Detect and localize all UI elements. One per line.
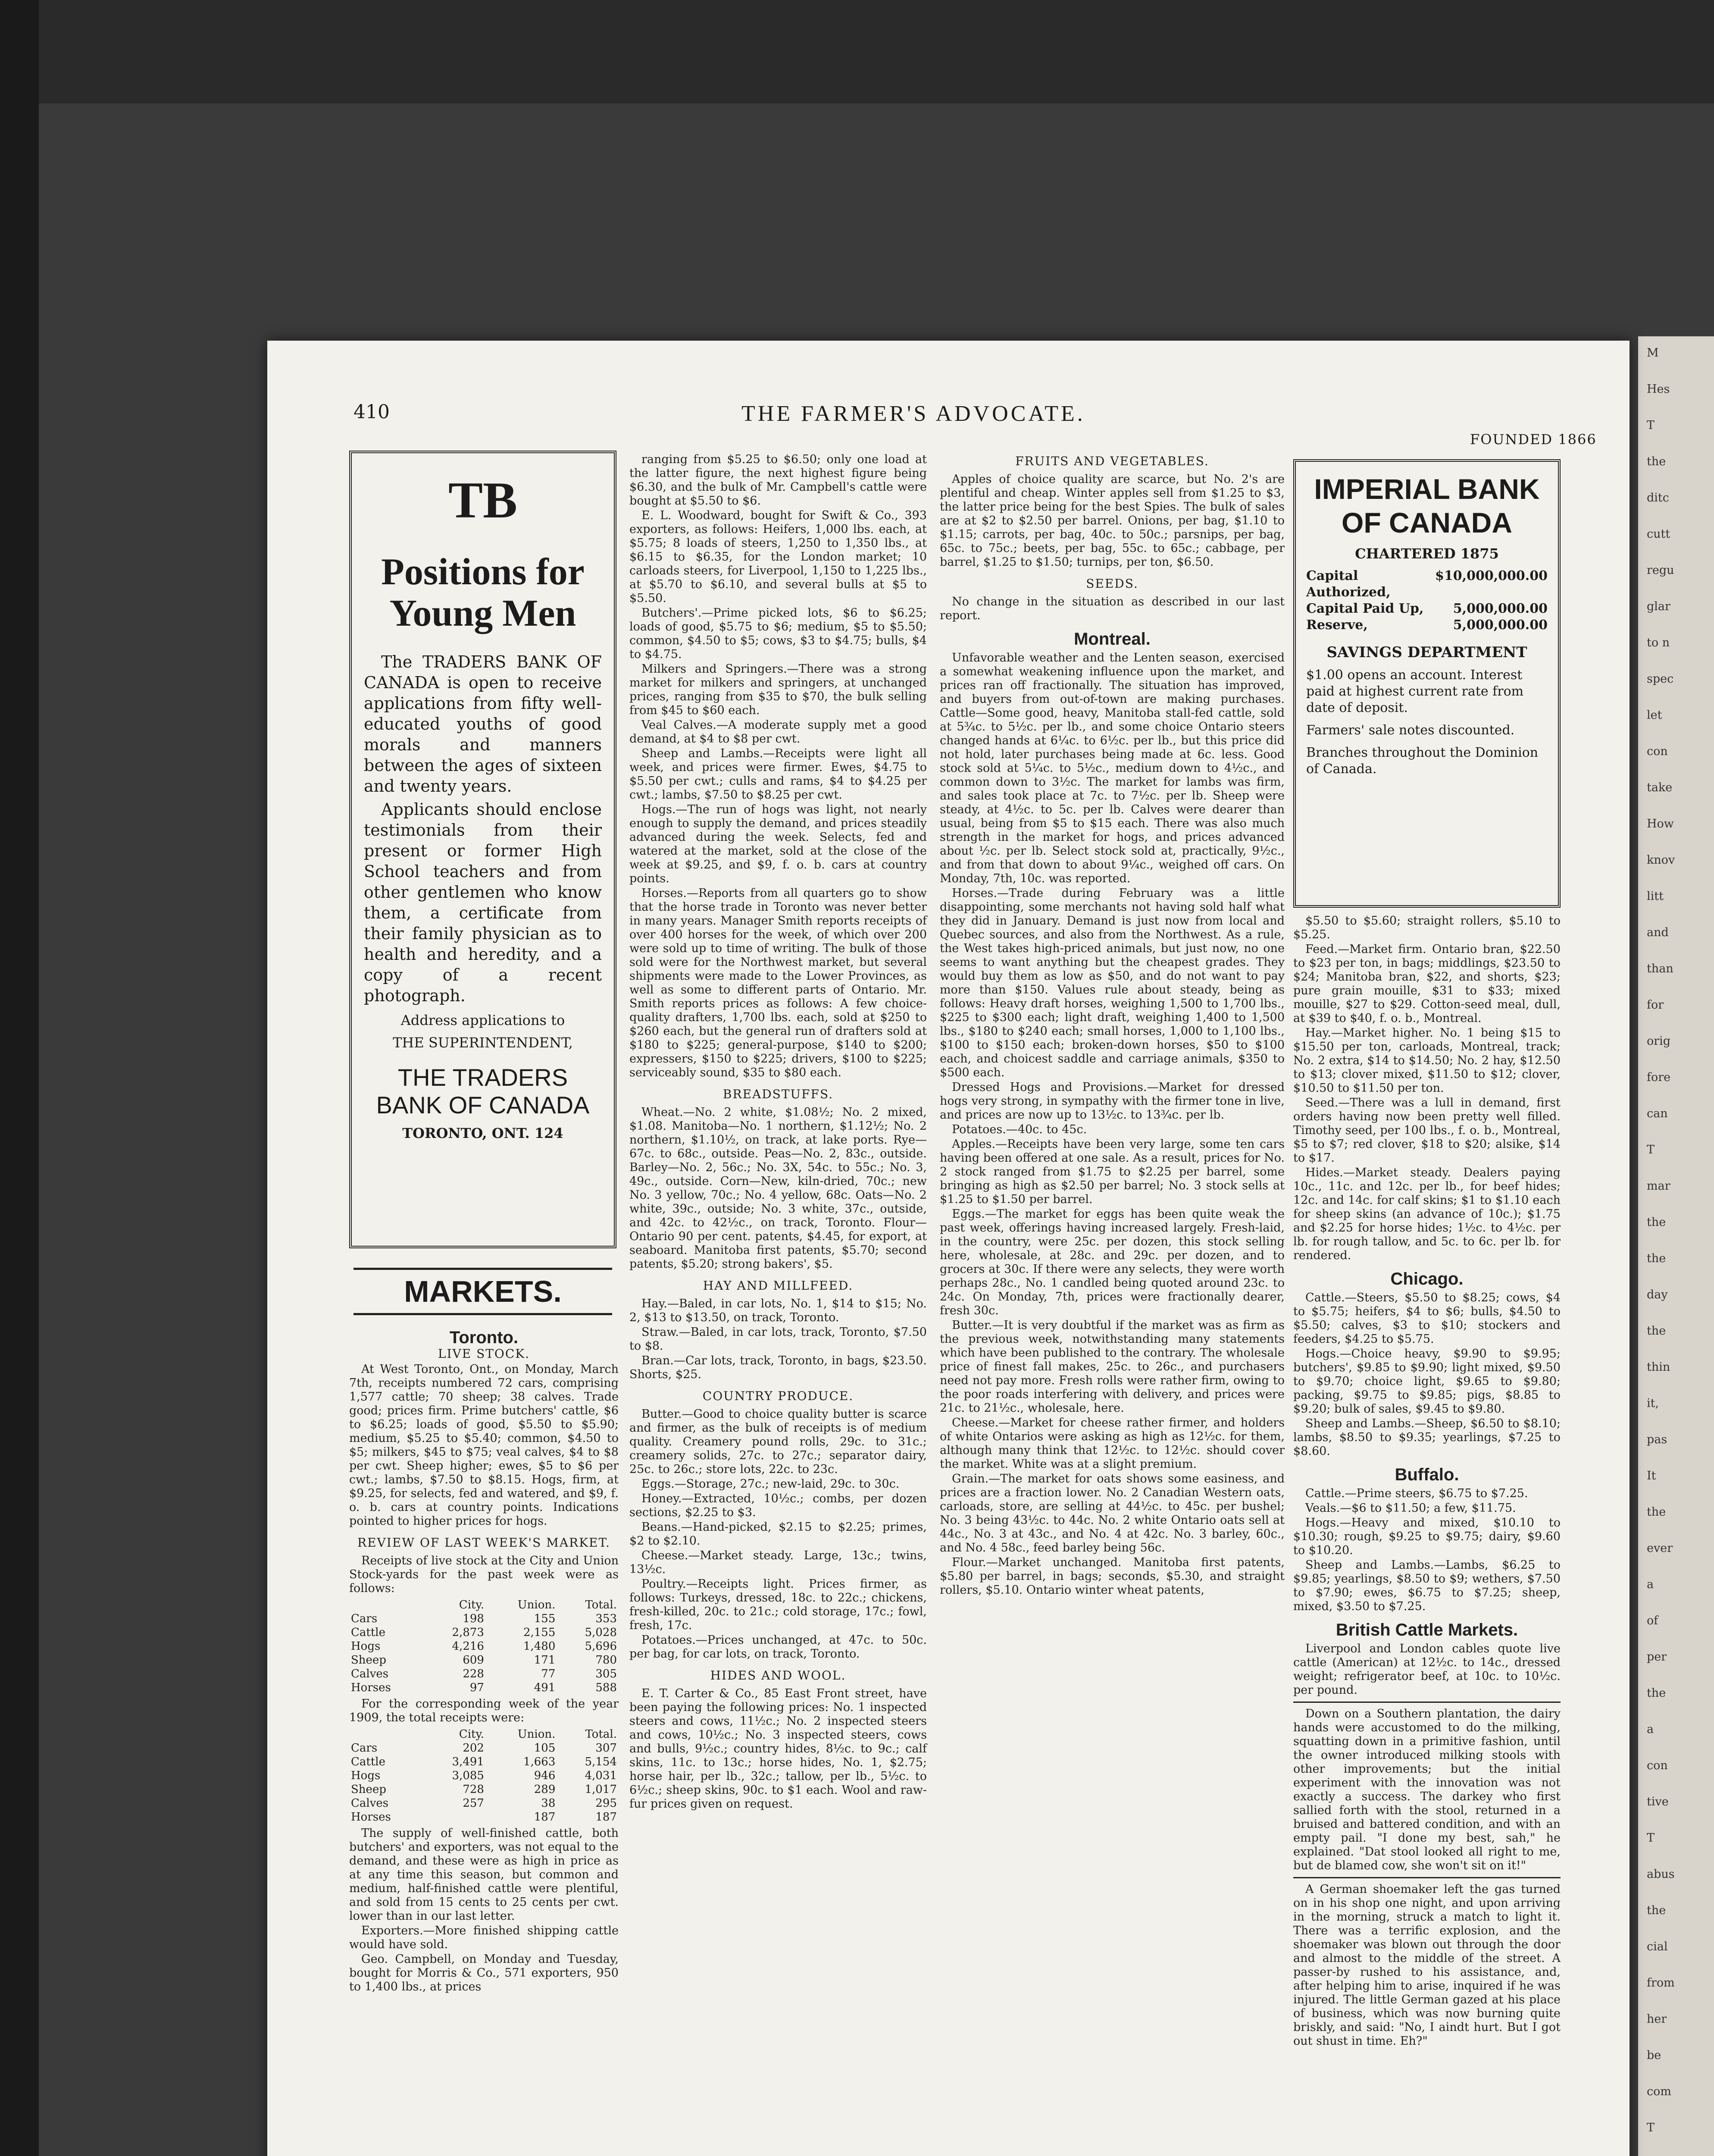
hay-paragraph: Straw.—Baled, in car lots, track, Toronto, $7.50 to $8. bbox=[629, 1326, 927, 1353]
table-row bbox=[349, 1755, 619, 1769]
breadstuffs-heading: BREADSTUFFS. bbox=[723, 1087, 834, 1101]
fragment-text: of bbox=[1647, 1614, 1658, 1627]
table-cell: 3,491 bbox=[452, 1755, 484, 1768]
imperial-bank-ad bbox=[1293, 459, 1561, 908]
table-row bbox=[349, 1783, 619, 1796]
fragment-text: T bbox=[1647, 419, 1655, 432]
fragment-text: spec bbox=[1647, 672, 1674, 686]
fragment-text: T bbox=[1647, 1143, 1655, 1156]
fragment-text: take bbox=[1647, 781, 1673, 794]
imperial-title: IMPERIAL BANK OF CANADA bbox=[1314, 473, 1540, 539]
table-header: Total. bbox=[585, 1598, 617, 1611]
imperial-savings: SAVINGS DEPARTMENT bbox=[1326, 644, 1527, 661]
fragment-text: per bbox=[1647, 1650, 1667, 1664]
fragment-text: ditc bbox=[1647, 491, 1669, 505]
capital-value: $10,000,000.00 bbox=[1435, 568, 1548, 583]
table-cell: 353 bbox=[595, 1612, 617, 1625]
table-cell: 198 bbox=[463, 1612, 484, 1625]
table-row bbox=[349, 1612, 619, 1626]
hay-paragraph: Hay.—Baled, in car lots, No. 1, $14 to $15; No. 2, $13 to $13.50, on track, Toronto. bbox=[629, 1297, 927, 1324]
montreal-paragraph: Horses.—Trade during February was a little disappointing, some merchants not having sold half what they did in January. Demand is just now from local and Quebec sources, and also from the Northwest. As a rule, the West takes high-priced animals, but just now, no one seems to want anything but the cheapest grades. They would buy them as low as $50, and do not want to pay more than $150. Values rule about steady, being as follows: Heavy draft horses, weighing 1,500 to 1,700 lbs., $225 to $300 each; light draft, weighing 1,400 to 1,500 lbs., $180 to $240 each; small horses, 1,000 to 1,100 lbs., $100 to $150 each; broken-down horses, $50 to $100 each, and choicest saddle and carriage animals, $350 to $500 each. bbox=[940, 887, 1285, 1079]
table-cell: 5,696 bbox=[585, 1640, 617, 1653]
fragment-text: the bbox=[1647, 1904, 1666, 1917]
fragment-text: cial bbox=[1647, 1940, 1668, 1953]
fragment-text: from bbox=[1647, 1976, 1675, 1990]
seeds-heading: SEEDS. bbox=[1086, 577, 1138, 591]
table-cell: 4,031 bbox=[585, 1769, 617, 1782]
chicago-paragraph: Hogs.—Choice heavy, $9.90 to $9.95; butchers', $9.85 to $9.90; light mixed, $9.50 to $9.70; choice light, $9.65 to $9.80; packing, $9.75 to $9.85; pigs, $8.85 to $9.20; bulk of sales, $9.45 to $9.80. bbox=[1293, 1347, 1561, 1416]
table-row bbox=[349, 1653, 619, 1667]
market-paragraph: Hogs.—The run of hogs was light, not nearly enough to supply the demand, and prices steadily advanced during the week. Selects, fed and watered at the market, sold at the close of the week at $9.25, and $9, f. o. b. cars at country points. bbox=[629, 803, 927, 885]
live-stock-heading: LIVE STOCK. bbox=[438, 1347, 530, 1361]
fragment-text: and bbox=[1647, 926, 1669, 939]
table-cell: 105 bbox=[534, 1742, 556, 1755]
table-cell: Hogs bbox=[351, 1640, 381, 1653]
column-toronto bbox=[349, 1328, 619, 1995]
montreal-paragraph: Potatoes.—40c. to 45c. bbox=[952, 1123, 1087, 1136]
montreal-paragraph: Dressed Hogs and Provisions.—Market for dressed hogs very strong, in sympathy with the firmer tone in live, and prices are now up to 13½c. to 13¾c. per lb. bbox=[940, 1081, 1285, 1122]
table-cell: Sheep bbox=[351, 1654, 386, 1667]
table-row bbox=[349, 1681, 619, 1695]
corresponding-paragraph: For the corresponding week of the year 1909, the total receipts were: bbox=[349, 1697, 619, 1724]
produce-paragraph: Eggs.—Storage, 27c.; new-laid, 29c. to 30c. bbox=[641, 1477, 900, 1491]
table-cell: 289 bbox=[534, 1783, 556, 1796]
markets-heading: MARKETS. bbox=[353, 1268, 612, 1315]
seeds-paragraph: No change in the situation as described in our last report. bbox=[940, 595, 1285, 622]
fragment-text: com bbox=[1647, 2085, 1671, 2098]
produce-paragraph: Poultry.—Receipts light. Prices firmer, as follows: Turkeys, dressed, 18c. to 22c.; chickens, fresh-killed, 20c. to 21c.; cold storage, 17c.; fowl, fresh, 17c. bbox=[629, 1577, 927, 1632]
receipts-table bbox=[349, 1598, 619, 1695]
table-row bbox=[349, 1741, 619, 1755]
produce-paragraph: Cheese.—Market steady. Large, 13c.; twins, 13½c. bbox=[629, 1549, 927, 1576]
fragment-text: abus bbox=[1647, 1868, 1675, 1881]
fragment-text: tive bbox=[1647, 1795, 1669, 1808]
table-cell: 491 bbox=[534, 1681, 556, 1694]
exporters-paragraph: Exporters.—More finished shipping cattle would have sold. bbox=[349, 1924, 619, 1951]
bank-logo: TB bbox=[448, 471, 518, 529]
adjacent-page-fragment bbox=[1638, 336, 1714, 2156]
market-paragraph: Hay.—Market higher. No. 1 being $15 to $15.50 per ton, carloads, Montreal, track; No. 2 extra, $14 to $14.50; No. 2 hay, $12.50 to $13; clover mixed, $11.50 to $12; clover, $10.50 to $11.50 per ton. bbox=[1293, 1026, 1561, 1095]
ad-headline: Positions for Young Men bbox=[381, 551, 585, 634]
table-row bbox=[349, 1810, 619, 1824]
table-cell: 202 bbox=[463, 1742, 484, 1755]
traders-bank-ad bbox=[349, 451, 616, 1248]
market-paragraph: Milkers and Springers.—There was a strong market for milkers and springers, at unchanged prices, ranging from $35 to $70, the bulk selling from $45 to $60 each. bbox=[629, 662, 927, 717]
capital-label: Reserve, bbox=[1306, 617, 1368, 633]
imperial-chartered: CHARTERED 1875 bbox=[1355, 545, 1499, 562]
table-row bbox=[349, 1769, 619, 1783]
table-header: Union. bbox=[517, 1598, 556, 1611]
buffalo-paragraph: Cattle.—Prime steers, $6.75 to $7.25. bbox=[1305, 1487, 1528, 1500]
fragment-text: a bbox=[1647, 1723, 1654, 1736]
toronto-paragraph: At West Toronto, Ont., on Monday, March 7th, receipts numbered 72 cars, comprising 1,577 cattle; 70 sheep; 38 calves. Trade good; prices firm. Prime butchers' cattle, $6 to $6.25; loads of good, $5.50 to $5.90; medium, $5.25 to $5.40; common, $4.50 to $5; milkers, $45 to $75; veal calves, $4 to $8 per cwt. Sheep higher; ewes, $5 to $6 per cwt.; lambs, $7.50 to $8.15. Hogs, firm, at $9.25, for selects, fed and watered, and $9, f. o. b. cars at country points. Indications pointed to higher prices for hogs. bbox=[349, 1363, 619, 1528]
buffalo-paragraph: Sheep and Lambs.—Lambs, $6.25 to $9.85; yearlings, $8.50 to $9; wethers, $7.50 to $7.90; ewes, $6.75 to $7.25; sheep, mixed, $3.50 to $7.25. bbox=[1293, 1558, 1561, 1613]
table-cell: 305 bbox=[595, 1667, 617, 1680]
imperial-line: Branches throughout the Dominion of Canada. bbox=[1306, 745, 1539, 777]
table-cell: 97 bbox=[469, 1681, 484, 1694]
montreal-paragraph: Butter.—It is very doubtful if the market was as firm as the previous week, notwithstanding many statements which have been published to the contrary. The wholesale price of finest fall makes, 25c. to 26c., and purchasers need not pay more. Fresh rolls were rather firm, owing to the poor roads interfering with delivery, and prices were 21c. to 21½c., wholesale, here. bbox=[940, 1319, 1285, 1415]
fragment-text: con bbox=[1647, 745, 1668, 758]
montreal-heading: Montreal. bbox=[1074, 630, 1151, 649]
divider bbox=[1293, 1702, 1561, 1703]
imperial-line: Farmers' sale notes discounted. bbox=[1306, 723, 1515, 738]
market-paragraph: Veal Calves.—A moderate supply met a good demand, at $4 to $8 per cwt. bbox=[629, 718, 927, 746]
fragment-text: her bbox=[1647, 2012, 1667, 2026]
fragment-text: the bbox=[1647, 1686, 1666, 1700]
market-paragraph: Horses.—Reports from all quarters go to show that the horse trade in Toronto was never better in many years. Manager Smith reports receipts of over 400 horses for the week, of which over 200 were sold up to time of writing. The bulk of those sold were for the Northwest market, but several shipments were made to the Lower Provinces, as well as some to different parts of Ontario. Mr. Smith reports prices as follows: A few choice-quality drafters, 1,700 lbs. each, sold at $250 to $260 each, but the general run of drafters sold at $180 to $225; general-purpose, $140 to $200; expressers, $150 to $225; drivers, $100 to $225; serviceably sound, $35 to $80 each. bbox=[629, 887, 927, 1079]
montreal-paragraph: Apples.—Receipts have been very large, some ten cars having been offered at one sale. As a result, prices for No. 2 stock ranged from $1.75 to $2.25 per barrel, some bringing as high as $2.50 per barrel; No. 3 stock sells at $1.25 to $1.50 per barrel. bbox=[940, 1138, 1285, 1206]
table-cell: 187 bbox=[595, 1811, 617, 1824]
montreal-paragraph: Grain.—The market for oats shows some easiness, and prices are a fraction lower. No. 2 Canadian Western oats, carloads, store, are selling at 44½c. to 45c. per bushel; No. 3 being 43½c. to 44c. No. 2 white Ontario oats sell at 44c., No. 3 at 43c., and No. 4 at 42c. No. 3 barley, 60c., and No. 4 58c., feed barley being 56c. bbox=[940, 1472, 1285, 1554]
hides-paragraph: E. T. Carter & Co., 85 East Front street, have been paying the following prices: No. 1 inspected steers and cows, 11½c.; No. 2 inspected steers and cows, 10½c.; No. 3 inspected steers, cows and bulls, 9½c.; country hides, 8½c. to 9c.; calf skins, 11c. to 13c.; horse hides, No. 1, $2.75; horse hair, per lb., 32c.; tallow, per lb., 5½c. to 6½c.; sheep skins, 90c. to $1 each. Wool and raw-fur prices given on request. bbox=[629, 1687, 927, 1811]
column-3 bbox=[940, 453, 1285, 1598]
fruits-paragraph: Apples of choice quality are scarce, but No. 2's are plentiful and cheap. Winter apples sell from $1.25 to $3, the latter price being for the best Spies. The bulk of sales are at $2 to $2.50 per barrel. Onions, per bag, $1.10 to $1.15; carrots, per bag, 40c. to 50c.; parsnips, per bag, 65c. to 75c.; beets, per bag, 55c. to 65c.; cabbage, per barrel, $1.25 to $1.50; turnips, per ton, $6.50. bbox=[940, 473, 1285, 569]
table-cell: 2,155 bbox=[523, 1626, 556, 1639]
table-cell: 1,663 bbox=[523, 1755, 556, 1768]
fragment-text: fore bbox=[1647, 1071, 1671, 1084]
fragment-text: litt bbox=[1647, 890, 1664, 903]
table-cell: 3,085 bbox=[452, 1769, 484, 1782]
column-4 bbox=[1293, 914, 1561, 2049]
table-header bbox=[349, 1598, 424, 1612]
imperial-lines bbox=[1306, 667, 1548, 777]
column-2 bbox=[629, 453, 927, 1812]
table-cell: Cars bbox=[351, 1742, 378, 1755]
table-row bbox=[349, 1667, 619, 1681]
ad-body bbox=[364, 652, 602, 1006]
fragment-text: thin bbox=[1647, 1360, 1670, 1374]
table-cell: Calves bbox=[351, 1667, 389, 1680]
fragment-text: orig bbox=[1647, 1034, 1671, 1048]
table-cell: 295 bbox=[595, 1797, 617, 1810]
table-cell: 1,017 bbox=[585, 1783, 617, 1796]
market-paragraph: Hides.—Market steady. Dealers paying 10c., 11c. and 12c. per lb., for beef hides; 12c. and 14c. for calf skins; $1 to $1.10 each for sheep skins (an advance of 10c.); $1.75 and $2.25 for horse hides; 1½c. to 4½c. per lb. for rough tallow, and 5c. to 6c. per lb. for rendered. bbox=[1293, 1166, 1561, 1262]
table-cell: Horses bbox=[351, 1681, 391, 1694]
table-header: Union. bbox=[517, 1728, 556, 1741]
montreal-paragraph: Flour.—Market unchanged. Manitoba first patents, $5.80 per barrel, in bags; seconds, $5.30, and straight rollers, $5.10. Ontario winter wheat patents, bbox=[940, 1556, 1285, 1597]
table-row bbox=[349, 1639, 619, 1653]
montreal-paragraph: Eggs.—The market for eggs has been quite weak the past week, offerings having increased largely. Fresh-laid, in the country, were 25c. per dozen, this stock selling here, wholesale, at 28c. and 29c. per dozen, and to grocers at 30c. If there were any selects, they were worth perhaps 28c., No. 1 candled being quoted around 23c. to 24c. On Monday, 7th, prices were fractionally dearer, fresh 30c. bbox=[940, 1207, 1285, 1317]
fruits-heading: FRUITS AND VEGETABLES. bbox=[1015, 454, 1209, 468]
ad-paragraph: Applicants should enclose testimonials from their present or former High School teachers and from other gentlemen who know them, a certificate from their family physician as to health and heredity, and a copy of a recent photograph. bbox=[364, 800, 602, 1005]
table-cell: 780 bbox=[595, 1654, 617, 1667]
fragment-text: regu bbox=[1647, 564, 1674, 577]
capital-row bbox=[1306, 617, 1548, 633]
table-cell: 307 bbox=[595, 1742, 617, 1755]
country-produce-heading: COUNTRY PRODUCE. bbox=[702, 1389, 854, 1403]
newspaper-page bbox=[267, 341, 1630, 2156]
ad-superintendent: THE SUPERINTENDENT, bbox=[393, 1034, 573, 1051]
receipts-table-1909 bbox=[349, 1727, 619, 1824]
fragment-text: a bbox=[1647, 1578, 1654, 1591]
divider bbox=[1293, 1877, 1561, 1878]
hides-wool-heading: HIDES AND WOOL. bbox=[710, 1668, 846, 1683]
table-cell bbox=[424, 1810, 486, 1824]
story-paragraph: Down on a Southern plantation, the dairy hands were accustomed to do the milking, squatting down in a primitive fashion, until the owner introduced milking stools with other improvements; but the initial experiment with the innovation was not exactly a success. The darkey who first sallied forth with the stool, returned in a bruised and battered condition, and with an empty pail. "I done my best, sah," he explained. "Dat stool looked all right to me, but de blamed cow, she won't sit on it!" bbox=[1293, 1707, 1561, 1872]
hay-paragraph: Bran.—Car lots, track, Toronto, in bags, $23.50. Shorts, $25. bbox=[629, 1354, 927, 1381]
fragment-text: for bbox=[1647, 998, 1664, 1012]
table-cell: 1,480 bbox=[523, 1640, 556, 1653]
fragment-text: T bbox=[1647, 2121, 1655, 2134]
table-row bbox=[349, 1796, 619, 1810]
campbell-paragraph: Geo. Campbell, on Monday and Tuesday, bought for Morris & Co., 571 exporters, 950 to 1,400 lbs., at prices bbox=[349, 1952, 619, 1993]
table-cell: Calves bbox=[351, 1797, 389, 1810]
fragment-text: day bbox=[1647, 1288, 1668, 1301]
microfilm-border-top bbox=[0, 0, 1714, 103]
fragment-text: cutt bbox=[1647, 527, 1670, 541]
capital-value: 5,000,000.00 bbox=[1453, 617, 1548, 633]
fragment-text: Hes bbox=[1647, 382, 1670, 396]
market-paragraph: E. L. Woodward, bought for Swift & Co., 393 exporters, as follows: Heifers, 1,000 lbs. each, at $5.75; 8 loads of steers, 1,250 to 1,350 lbs., at $6.15 to $6.35, for the London market; 10 carloads steers, for Liverpool, 1,150 to 1,225 lbs., at $5.70 to $6.10, and several bulls at $5 to $5.50. bbox=[629, 509, 927, 605]
fragment-text: T bbox=[1647, 1831, 1655, 1845]
table-cell: 187 bbox=[534, 1811, 556, 1824]
fragment-text: the bbox=[1647, 1505, 1666, 1519]
ad-address-line: Address applications to bbox=[400, 1012, 565, 1028]
table-header bbox=[349, 1727, 424, 1741]
table-cell: 5,028 bbox=[585, 1626, 617, 1639]
table-cell: 171 bbox=[534, 1654, 556, 1667]
ad-city-text: TORONTO, ONT. bbox=[402, 1125, 530, 1141]
fragment-text: glar bbox=[1647, 600, 1670, 613]
capital-row bbox=[1306, 568, 1548, 601]
fragment-text: ever bbox=[1647, 1542, 1673, 1555]
table-cell: 38 bbox=[541, 1797, 556, 1810]
produce-paragraph: Honey.—Extracted, 10½c.; combs, per dozen sections, $2.25 to $3. bbox=[629, 1492, 927, 1519]
founded-line: FOUNDED 1866 bbox=[1470, 431, 1597, 448]
hay-heading: HAY AND MILLFEED. bbox=[703, 1279, 854, 1293]
chicago-heading: Chicago. bbox=[1390, 1269, 1464, 1288]
table-cell: 155 bbox=[534, 1612, 556, 1625]
fragment-text: to n bbox=[1647, 636, 1670, 649]
ad-paragraph: The TRADERS BANK OF CANADA is open to receive applications from fifty well-educated youths of good morals and manners between the ages of sixteen and twenty years. bbox=[364, 652, 602, 796]
buffalo-heading: Buffalo. bbox=[1395, 1465, 1459, 1484]
fragment-text: it, bbox=[1647, 1397, 1659, 1410]
british-heading: British Cattle Markets. bbox=[1336, 1620, 1518, 1639]
microfilm-border-left bbox=[0, 0, 39, 2156]
fragment-text: con bbox=[1647, 1759, 1668, 1772]
buffalo-paragraph: Veals.—$6 to $11.50; a few, $11.75. bbox=[1305, 1501, 1516, 1515]
montreal-paragraph: Cheese.—Market for cheese rather firmer, and holders of white Ontarios were asking as high as 12½c. for them, although many think that 12½c. to 12½c. should cover the market. White was at a slight premium. bbox=[940, 1416, 1285, 1471]
table-cell: Horses bbox=[351, 1811, 391, 1824]
table-cell: Cattle bbox=[351, 1755, 385, 1768]
review-heading: REVIEW OF LAST WEEK'S MARKET. bbox=[357, 1536, 610, 1550]
fragment-text: be bbox=[1647, 2049, 1661, 2062]
story-paragraph: A German shoemaker left the gas turned on in his shop one night, and upon arriving in the morning, struck a match to light it. There was a terrific explosion, and the shoemaker was blown out through the door and almost to the middle of the street. A passer-by rushed to his assistance, and, after helping him to arise, inquired if he was injured. The little German gazed at his place of business, which was now burning quite briskly, and said: "No, I aindt hurt. But I got out shust in time. Eh?" bbox=[1293, 1883, 1561, 2048]
table-cell: 257 bbox=[463, 1797, 484, 1810]
ad-city bbox=[364, 1125, 602, 1141]
table-cell: 4,216 bbox=[452, 1640, 484, 1653]
market-paragraph: Butchers'.—Prime picked lots, $6 to $6.25; loads of good, $5.75 to $6; medium, $5 to $5.50; common, $4.50 to $5; cows, $3 to $4.75; bulls, $4 to $4.75. bbox=[629, 606, 927, 661]
montreal-paragraph: Unfavorable weather and the Lenten season, exercised a somewhat weakening influence upon the market, and prices ran off fractionally. The situation has improved, and buyers from out-of-town are making purchases. Cattle—Some good, heavy, Manitoba stall-fed cattle, sold at 5¾c. to 5½c. per lb., and some choice Ontario steers changed hands at 6¼c. to 6½c. per lb., but this price did not hold, later purchases being made at 6c. less. Good stock sold at 5¼c. to 5½c., medium down to 4½c., and common down to 3½c. The market for lambs was firm, and sales took place at 7c. to 7½c. per lb. Sheep were steady, at 4½c. to 5c. per lb. Calves were dearer than usual, being from $5 to $15 each. There was also much strength in the market for hogs, and prices advanced about ½c. per lb. Select stock sold at, practically, 9½c., and from that down to about 9¼c., weighed off cars. On Monday, 7th, 10c. was reported. bbox=[940, 651, 1285, 885]
table-cell: Hogs bbox=[351, 1769, 381, 1782]
fragment-text: the bbox=[1647, 1252, 1666, 1265]
imperial-line: $1.00 opens an account. Interest paid at highest current rate from date of deposit. bbox=[1306, 667, 1524, 715]
fragment-text: than bbox=[1647, 962, 1673, 975]
fragment-text: the bbox=[1647, 1324, 1666, 1338]
chicago-paragraph: Cattle.—Steers, $5.50 to $8.25; cows, $4 to $5.75; heifers, $4 to $6; bulls, $4.50 to $5.50; calves, $3 to $10; stockers and feeders, $4.25 to $5.75. bbox=[1293, 1291, 1561, 1346]
ad-code: 124 bbox=[534, 1125, 563, 1141]
fragment-text: can bbox=[1647, 1107, 1668, 1120]
fragment-text: How bbox=[1647, 817, 1674, 830]
market-paragraph: Feed.—Market firm. Ontario bran, $22.50 to $23 per ton, in bags; middlings, $23.50 to $24; Manitoba bran, $22, and shorts, $23; pure grain mouille, $31 to $33; mixed mouille, $27 to $29. Cotton-seed meal, dull, at $39 to $40, f. o. b., Montreal. bbox=[1293, 943, 1561, 1025]
table-cell: 2,873 bbox=[452, 1626, 484, 1639]
produce-paragraph: Butter.—Good to choice quality butter is scarce and firmer, as the bulk of receipts is of medium quality. Creamery pound rolls, 29c. to 31c.; creamery solids, 27c. to 27c.; separator dairy, 25c. to 26c.; store lots, 22c. to 23c. bbox=[629, 1407, 927, 1476]
page-number: 410 bbox=[353, 401, 390, 423]
table-cell: 946 bbox=[534, 1769, 556, 1782]
fragment-text: the bbox=[1647, 1216, 1666, 1229]
capital-label: Capital Authorized, bbox=[1306, 568, 1391, 600]
table-cell: 728 bbox=[463, 1783, 484, 1796]
fragment-text: It bbox=[1647, 1469, 1656, 1482]
table-cell: 228 bbox=[463, 1667, 484, 1680]
table-header: City. bbox=[459, 1598, 484, 1611]
fragment-text: knov bbox=[1647, 853, 1675, 867]
table-cell: 5,154 bbox=[585, 1755, 617, 1768]
table-cell: Cars bbox=[351, 1612, 378, 1625]
table-row bbox=[349, 1626, 619, 1639]
breadstuffs-paragraph: Wheat.—No. 2 white, $1.08½; No. 2 mixed, $1.08. Manitoba—No. 1 northern, $1.12½; No. 2 northern, $1.10½, on track, at lake ports. Rye—67c. to 68c., outside. Peas—No. 2, 83c., outside. Barley—No. 2, 56c.; No. 3X, 54c. to 55c.; No. 3, 49c., outside. Corn—New, kiln-dried, 70c.; new No. 3 yellow, 70c.; No. 4 yellow, 68c. Oats—No. 2 white, 39c., outside; No. 3 white, 37c., outside, and 42c. to 42½c., on track, Toronto. Flour—Ontario 90 per cent. patents, $4.45, for export, at seaboard. Manitoba first patents, $5.70; second patents, $5.20; strong bakers', $5. bbox=[629, 1106, 927, 1271]
table-cell: 609 bbox=[463, 1654, 484, 1667]
market-paragraph: $5.50 to $5.60; straight rollers, $5.10 to $5.25. bbox=[1293, 914, 1561, 941]
chicago-paragraph: Sheep and Lambs.—Sheep, $6.50 to $8.10; lambs, $8.50 to $9.35; yearlings, $7.25 to $8.60. bbox=[1293, 1417, 1561, 1458]
imperial-capital bbox=[1306, 568, 1548, 633]
market-paragraph: Sheep and Lambs.—Receipts were light all week, and prices were firmer. Ewes, $4.75 to $5.50 per cwt.; culls and rams, $4 to $4.25 per cwt.; lambs, $7.50 to $8.25 per cwt. bbox=[629, 747, 927, 802]
table-cell: Cattle bbox=[351, 1626, 385, 1639]
table-cell: Sheep bbox=[351, 1783, 386, 1796]
fragment-text: M bbox=[1647, 346, 1659, 360]
masthead: THE FARMER'S ADVOCATE. bbox=[741, 401, 1085, 426]
produce-paragraph: Beans.—Hand-picked, $2.15 to $2.25; primes, $2 to $2.10. bbox=[629, 1520, 927, 1548]
table-header: City. bbox=[459, 1728, 484, 1741]
british-paragraph: Liverpool and London cables quote live cattle (American) at 12½c. to 14c., dressed weight; refrigerator beef, at 10c. to 10½c. per pound. bbox=[1293, 1642, 1561, 1697]
produce-paragraph: Potatoes.—Prices unchanged, at 47c. to 50c. per bag, for car lots, on track, Toronto. bbox=[629, 1633, 927, 1661]
capital-value: 5,000,000.00 bbox=[1453, 601, 1548, 616]
supply-paragraph: The supply of well-finished cattle, both butchers' and exporters, was not equal to the demand, and these were as high in price as at any time this season, but common and medium, half-finished cattle were plentiful, and sold from 15 cents to 25 cents per cwt. lower than in our last letter. bbox=[349, 1827, 619, 1923]
buffalo-paragraph: Hogs.—Heavy and mixed, $10.10 to $10.30; rough, $9.25 to $9.75; dairy, $9.60 to $10.20. bbox=[1293, 1516, 1561, 1557]
table-cell: 77 bbox=[541, 1667, 556, 1680]
capital-label: Capital Paid Up, bbox=[1306, 601, 1424, 616]
toronto-heading: Toronto. bbox=[449, 1328, 519, 1347]
review-paragraph: Receipts of live stock at the City and Union Stock-yards for the past week were as follows: bbox=[349, 1554, 619, 1595]
fragment-text: the bbox=[1647, 455, 1666, 468]
market-paragraph: Seed.—There was a lull in demand, first orders having now been pretty well filled. Timothy seed, per 100 lbs., f. o. b., Montreal, $5 to $7; red clover, $18 to $20; alsike, $14 to $17. bbox=[1293, 1096, 1561, 1165]
ad-bank-name: THE TRADERS BANK OF CANADA bbox=[376, 1064, 590, 1119]
fragment-text: let bbox=[1647, 708, 1662, 722]
table-cell: 588 bbox=[595, 1681, 617, 1694]
fragment-text: mar bbox=[1647, 1179, 1670, 1193]
market-paragraph: ranging from $5.25 to $6.50; only one load at the latter figure, the next highest figure being $6.30, and the bulk of Mr. Campbell's cattle were bought at $5.50 to $6. bbox=[629, 453, 927, 508]
fragment-text: pas bbox=[1647, 1433, 1667, 1446]
table-header: Total. bbox=[585, 1728, 617, 1741]
capital-row bbox=[1306, 601, 1548, 617]
